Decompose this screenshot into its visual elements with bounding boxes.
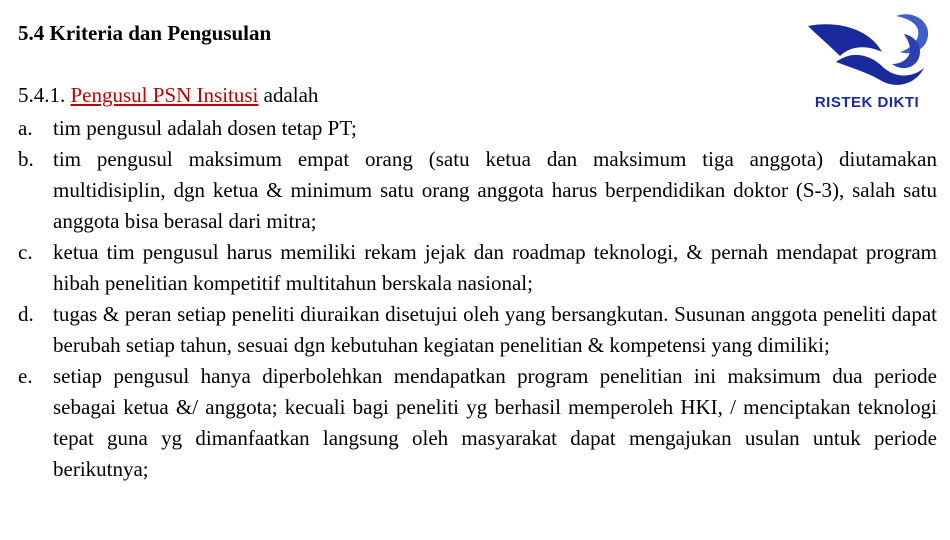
section-title: 5.4 Kriteria dan Pengusulan [18, 21, 272, 45]
subsection-highlight: Pengusul PSN Insitusi [70, 83, 259, 107]
list-item [18, 299, 937, 361]
list-item-letter: b. [18, 147, 34, 171]
subsection-heading [18, 82, 318, 108]
subsection-number: 5.4.1. [18, 83, 66, 107]
list-item-letter: e. [18, 364, 33, 388]
list-item-text: ketua tim pengusul harus memiliki rekam jejak dan roadmap teknologi, & pernah mendapat program hibah penelitian kompetitif multitahun berskala nasional; [53, 240, 937, 295]
list-item [18, 144, 937, 237]
list-item-letter: d. [18, 302, 34, 326]
ristek-dikti-logo [800, 6, 935, 112]
logo-wing-shape [808, 24, 882, 56]
list-item [18, 361, 937, 485]
logo-text: RISTEK DIKTI [814, 94, 920, 111]
list-item [18, 237, 937, 299]
criteria-list [18, 113, 937, 485]
subsection-rest: adalah [263, 83, 319, 107]
list-item-letter: c. [18, 240, 33, 264]
list-item [18, 113, 937, 144]
list-item-text: tugas & peran setiap peneliti diuraikan disetujui oleh yang bersangkutan. Susunan anggota peneliti dapat berubah setiap tahun, sesuai dgn kebutuhan kegiatan penelitian & kompetensi yang dimiliki; [53, 302, 937, 357]
list-item-letter: a. [18, 116, 33, 140]
list-item-text: tim pengusul maksimum empat orang (satu ketua dan maksimum tiga anggota) diutamakan multidisiplin, dgn ketua & minimum satu orang anggota harus berpendidikan doktor (S-3), salah satu anggota bisa berasal dari mitra; [53, 147, 937, 233]
list-item-text: setiap pengusul hanya diperbolehkan mendapatkan program penelitian ini maksimum dua periode sebagai ketua &/ anggota; kecuali bagi peneliti yg berhasil memperoleh HKI, / menciptakan teknologi tepat guna yg dimanfaatkan langsung oleh masyarakat dapat mengajukan usulan untuk periode berikutnya; [53, 364, 937, 481]
list-item-text: tim pengusul adalah dosen tetap PT; [53, 116, 357, 140]
